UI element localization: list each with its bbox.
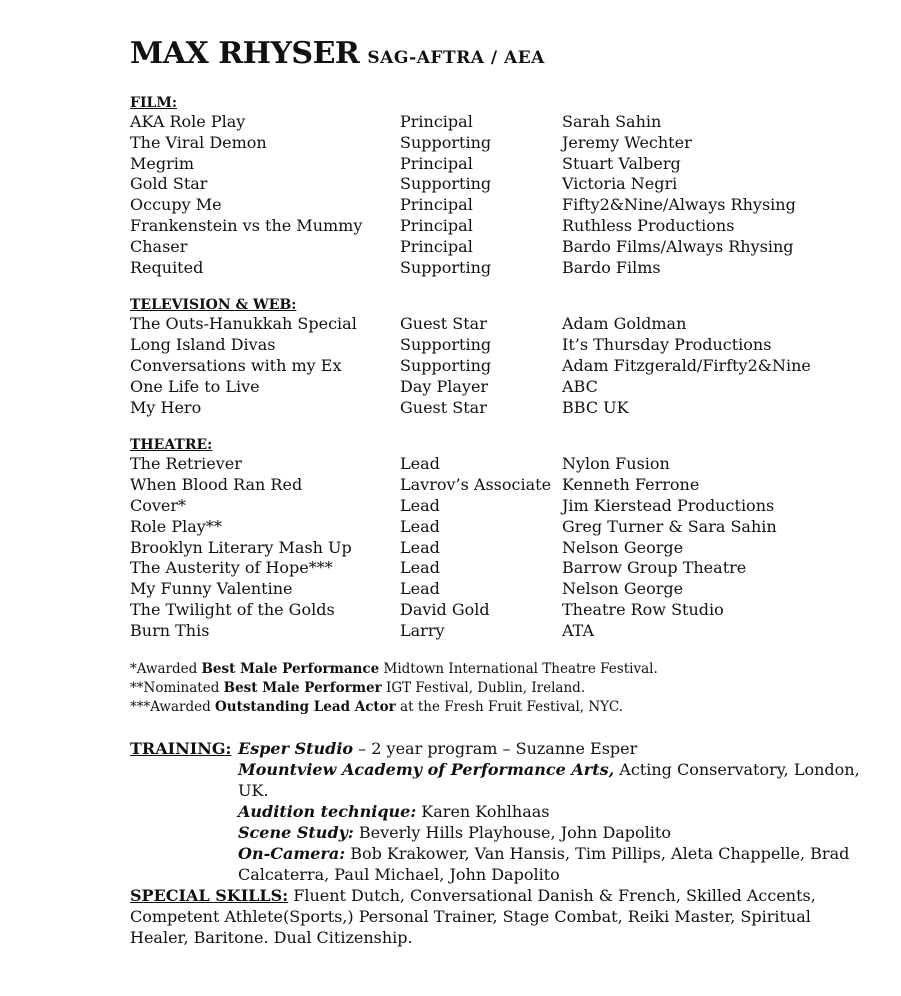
resume-page (130, 36, 870, 948)
credit-row (130, 195, 870, 216)
credit-title: Requited (130, 257, 204, 277)
note-suffix: at the Fresh Fruit Festival, NYC. (395, 698, 623, 715)
credit-row (130, 398, 870, 419)
training-label: TRAINING: (130, 738, 232, 758)
credit-company: Nylon Fusion (562, 454, 670, 474)
note-line (130, 660, 870, 679)
credit-title: My Hero (130, 397, 202, 417)
actor-name: MAX RHYSER (130, 36, 360, 71)
credit-title: AKA Role Play (130, 112, 246, 131)
special-skills-label: SPECIAL SKILLS: (130, 885, 289, 905)
training-item-text: – 2 year program – Suzanne Esper (353, 738, 638, 758)
credit-row (130, 258, 870, 279)
film-section (130, 95, 870, 278)
credit-title: Megrim (130, 153, 195, 173)
training-item (238, 843, 870, 885)
note-suffix: Midtown International Theatre Festival. (379, 660, 658, 677)
credit-title: Conversations with my Ex (130, 355, 342, 375)
credit-role: Principal (400, 153, 473, 173)
credit-role: Lead (400, 537, 440, 557)
credit-title: Chaser (130, 236, 188, 256)
credit-role: Principal (400, 112, 473, 131)
special-skills-text: Fluent Dutch, Conversational Danish & French, Skilled Accents, Competent Athlete(Sports,) Personal Trainer, Stage Combat, Reiki Master, Spiritual Healer, Baritone. Dual Citizenship. (130, 885, 816, 947)
credit-title: The Retriever (130, 454, 242, 474)
note-line (130, 698, 870, 717)
credit-role: Supporting (400, 174, 492, 194)
credit-company: Jeremy Wechter (562, 132, 692, 152)
credit-company: Ruthless Productions (562, 215, 735, 235)
credit-row (130, 558, 870, 579)
credit-row (130, 356, 870, 377)
training-item-text: Bob Krakower, Van Hansis, Tim Pillips, Aleta Chappelle, Brad Calcaterra, Paul Michael, John Dapolito (238, 843, 850, 884)
credit-role: Day Player (400, 376, 489, 396)
credit-company: Adam Goldman (562, 314, 687, 334)
credit-role: Larry (400, 620, 445, 640)
training-item-head: Audition technique: (238, 801, 417, 821)
credit-role: Lead (400, 495, 440, 515)
credit-company: ATA (562, 620, 595, 640)
credit-row (130, 174, 870, 195)
note-award: Best Male Performance (201, 660, 380, 677)
credit-company: Nelson George (562, 579, 684, 599)
note-line (130, 679, 870, 698)
credit-title: Frankenstein vs the Mummy (130, 215, 363, 235)
credit-company: BBC UK (562, 397, 629, 417)
credit-title: The Outs-Hanukkah Special (130, 314, 357, 334)
credit-title: Long Island Divas (130, 335, 276, 355)
credit-company: Jim Kierstead Productions (562, 495, 775, 515)
credit-company: Theatre Row Studio (562, 599, 724, 619)
credit-row (130, 377, 870, 398)
television-heading: TELEVISION & WEB: (130, 297, 297, 314)
credit-company: Sarah Sahin (562, 112, 662, 131)
credit-title: Cover* (130, 495, 187, 515)
credit-title: Brooklyn Literary Mash Up (130, 537, 352, 557)
note-award: Best Male Performer (223, 679, 382, 696)
credit-role: David Gold (400, 599, 490, 619)
credit-title: The Viral Demon (130, 132, 267, 152)
note-prefix: *Awarded (130, 660, 202, 677)
training-item-text: Beverly Hills Playhouse, John Dapolito (353, 822, 671, 842)
credit-row (130, 600, 870, 621)
credit-company: Adam Fitzgerald/Firfty2&Nine (562, 355, 811, 375)
credit-company: Bardo Films/Always Rhysing (562, 236, 794, 256)
credit-company: Fifty2&Nine/Always Rhysing (562, 195, 796, 215)
credit-row (130, 154, 870, 175)
credit-company: Victoria Negri (562, 174, 678, 194)
credit-title: When Blood Ran Red (130, 475, 303, 495)
union-affiliation: SAG-AFTRA / AEA (367, 48, 545, 68)
award-notes (130, 660, 870, 717)
credit-title: One Life to Live (130, 376, 260, 396)
credit-row (130, 335, 870, 356)
training-item (238, 738, 870, 759)
training-item-head: On-Camera: (238, 843, 346, 863)
film-heading: FILM: (130, 95, 177, 111)
credit-role: Lavrov’s Associate (400, 475, 552, 495)
credit-title: The Austerity of Hope*** (130, 558, 333, 578)
credit-role: Guest Star (400, 397, 487, 417)
credit-row (130, 496, 870, 517)
credit-role: Lead (400, 516, 440, 536)
credit-row (130, 112, 870, 133)
credit-company: Greg Turner & Sara Sahin (562, 516, 777, 536)
credit-row (130, 579, 870, 600)
credit-row (130, 621, 870, 642)
credit-row (130, 133, 870, 154)
training-item-head: Esper Studio (238, 738, 354, 758)
credit-title: Gold Star (130, 174, 208, 194)
credit-role: Lead (400, 579, 440, 599)
credit-row (130, 237, 870, 258)
note-suffix: IGT Festival, Dublin, Ireland. (381, 679, 586, 696)
training-item-text: Karen Kohlhaas (416, 801, 550, 821)
training-item-head: Scene Study: (238, 822, 354, 842)
television-section (130, 297, 870, 418)
resume-header (130, 36, 870, 74)
credit-role: Supporting (400, 335, 492, 355)
credit-row (130, 454, 870, 475)
credit-role: Principal (400, 195, 473, 215)
training-item (238, 759, 870, 801)
credit-row (130, 216, 870, 237)
credit-title: Occupy Me (130, 195, 222, 215)
credit-company: ABC (562, 376, 598, 396)
training-section (130, 738, 870, 885)
credit-role: Principal (400, 215, 473, 235)
note-prefix: ***Awarded (130, 698, 216, 715)
theatre-heading: THEATRE: (130, 437, 213, 454)
credit-row (130, 538, 870, 559)
training-list (238, 738, 870, 885)
television-rows (130, 314, 870, 418)
credit-role: Lead (400, 454, 440, 474)
credit-title: Burn This (130, 620, 210, 640)
credit-company: Barrow Group Theatre (562, 558, 747, 578)
training-item (238, 801, 870, 822)
credit-role: Supporting (400, 355, 492, 375)
credit-company: Nelson George (562, 537, 684, 557)
credit-role: Supporting (400, 132, 492, 152)
note-award: Outstanding Lead Actor (215, 698, 396, 715)
credit-role: Guest Star (400, 314, 487, 334)
credit-row (130, 517, 870, 538)
training-item-head: Mountview Academy of Performance Arts, (238, 759, 615, 779)
credit-role: Lead (400, 558, 440, 578)
special-skills-section (130, 885, 870, 948)
credit-row (130, 475, 870, 496)
credit-role: Principal (400, 236, 473, 256)
credit-row (130, 314, 870, 335)
film-rows (130, 112, 870, 278)
theatre-section (130, 437, 870, 641)
note-prefix: **Nominated (130, 679, 224, 696)
credit-title: The Twilight of the Golds (130, 599, 335, 619)
credit-title: My Funny Valentine (130, 579, 293, 599)
training-item (238, 822, 870, 843)
credit-company: Kenneth Ferrone (562, 475, 700, 495)
credit-role: Supporting (400, 257, 492, 277)
credit-company: Stuart Valberg (562, 153, 681, 173)
credit-company: It’s Thursday Productions (562, 335, 772, 355)
credit-company: Bardo Films (562, 257, 661, 277)
credit-title: Role Play** (130, 516, 222, 536)
training-item-text: Acting Conservatory, London, UK. (238, 759, 860, 800)
theatre-rows (130, 454, 870, 641)
